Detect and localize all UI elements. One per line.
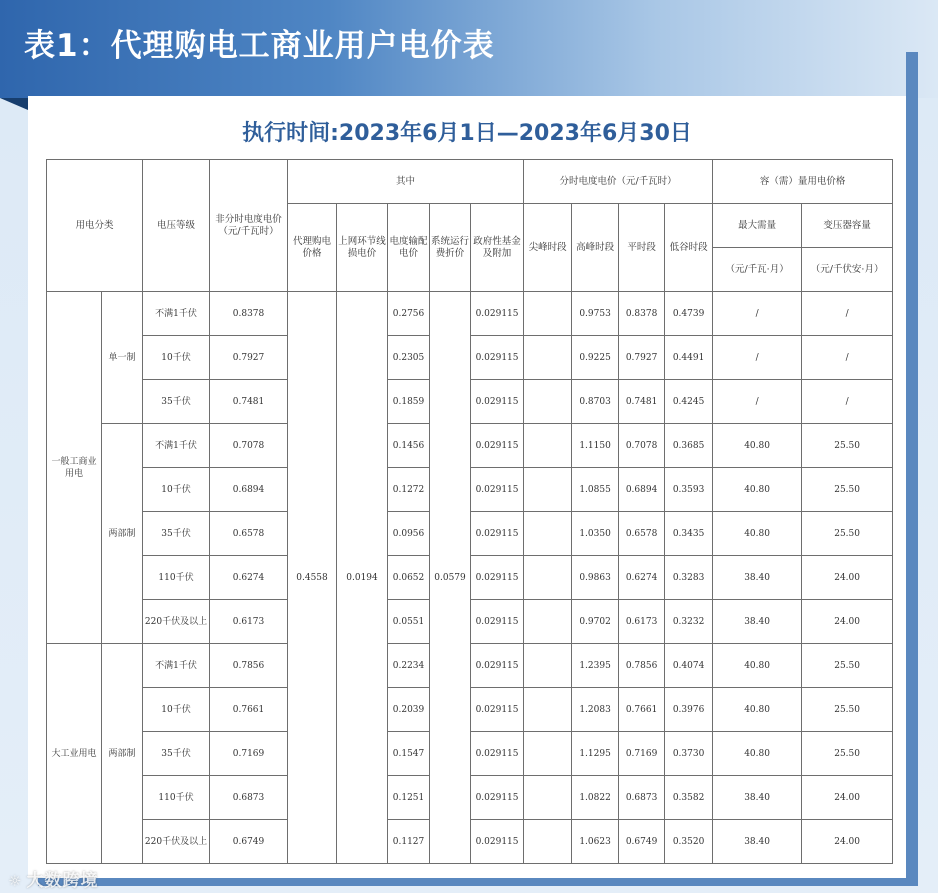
header-valley: 低谷时段 [665,204,713,292]
cell-max-demand: / [713,336,802,380]
cell-sharp [524,512,572,556]
title-banner [0,0,938,98]
banner-title: 表1：代理购电工商业用户电价表 [24,28,495,64]
cell-sharp [524,556,572,600]
cell-system-operation-fee: 0.0579 [430,292,471,864]
cell-fund: 0.029115 [471,732,524,776]
table-row [47,600,893,644]
cell-fund: 0.029115 [471,688,524,732]
cell-sharp [524,292,572,336]
cell-sharp [524,600,572,644]
cell-non-tou: 0.7078 [210,424,288,468]
cell-max-demand: 40.80 [713,424,802,468]
table-row [47,556,893,600]
header-voltage: 电压等级 [143,160,210,292]
cell-sharp [524,732,572,776]
cell-transformer: 24.00 [802,776,893,820]
table-row [47,380,893,424]
header-category: 用电分类 [47,160,143,292]
cell-flat: 0.7927 [619,336,665,380]
cell-peak: 0.9702 [572,600,619,644]
tariff-table [46,159,893,864]
header-transformer-unit: （元/千伏安·月） [802,248,893,292]
cell-fund: 0.029115 [471,644,524,688]
cell-voltage: 10千伏 [143,336,210,380]
cell-valley: 0.4245 [665,380,713,424]
watermark [8,866,98,891]
cell-voltage: 不满1千伏 [143,292,210,336]
cell-non-tou: 0.6749 [210,820,288,864]
cell-sharp [524,820,572,864]
cell-valley: 0.4074 [665,644,713,688]
cell-sharp [524,336,572,380]
header-transformer-capacity: 变压器容量 [802,204,893,248]
cell-flat: 0.7481 [619,380,665,424]
cell-voltage: 110千伏 [143,556,210,600]
header-transmission-price: 电度输配电价 [388,204,430,292]
cell-fund: 0.029115 [471,820,524,864]
cell-flat: 0.6274 [619,556,665,600]
cell-valley: 0.3976 [665,688,713,732]
header-max-demand: 最大需量 [713,204,802,248]
cell-transmission: 0.1251 [388,776,430,820]
cell-non-tou: 0.7661 [210,688,288,732]
cell-valley: 0.3520 [665,820,713,864]
cell-transmission: 0.1272 [388,468,430,512]
cell-transformer: 25.50 [802,644,893,688]
cell-transformer: 24.00 [802,600,893,644]
cell-sharp [524,468,572,512]
table-row [47,820,893,864]
cell-voltage: 35千伏 [143,732,210,776]
cell-max-demand: / [713,292,802,336]
cell-valley: 0.4739 [665,292,713,336]
cell-flat: 0.6749 [619,820,665,864]
cell-transformer: / [802,336,893,380]
cell-transmission: 0.1456 [388,424,430,468]
table-row [47,688,893,732]
panel-bottom-shadow [38,878,918,886]
cell-non-tou: 0.7481 [210,380,288,424]
cell-fund: 0.029115 [471,336,524,380]
cell-transformer: 25.50 [802,424,893,468]
effective-period-subtitle: 执行时间:2023年6月1日—2023年6月30日 [242,121,692,146]
cell-transformer: 25.50 [802,732,893,776]
header-sharp-peak: 尖峰时段 [524,204,572,292]
cell-voltage: 35千伏 [143,380,210,424]
cell-fund: 0.029115 [471,600,524,644]
subcategory-single: 单一制 [102,292,143,424]
cell-valley: 0.3730 [665,732,713,776]
cell-flat: 0.6578 [619,512,665,556]
cell-transmission: 0.1127 [388,820,430,864]
cell-transmission: 0.2305 [388,336,430,380]
table-row [47,424,893,468]
cell-peak: 1.1295 [572,732,619,776]
cell-max-demand: 40.80 [713,644,802,688]
watermark-text: 大数跨境 [26,871,99,891]
panel-right-shadow [906,52,918,882]
table-row [47,776,893,820]
cell-fund: 0.029115 [471,468,524,512]
cell-max-demand: 38.40 [713,600,802,644]
cell-peak: 1.2395 [572,644,619,688]
cell-sharp [524,644,572,688]
cell-max-demand: 40.80 [713,688,802,732]
cell-peak: 1.0855 [572,468,619,512]
header-tou-group: 分时电度电价（元/千瓦时） [524,160,713,204]
header-components-group: 其中 [288,160,524,204]
cell-non-tou: 0.6894 [210,468,288,512]
cell-valley: 0.3283 [665,556,713,600]
cell-valley: 0.4491 [665,336,713,380]
cell-transformer: 25.50 [802,512,893,556]
cell-flat: 0.7856 [619,644,665,688]
cell-voltage: 220千伏及以上 [143,820,210,864]
table-row [47,644,893,688]
cell-flat: 0.8378 [619,292,665,336]
cell-voltage: 220千伏及以上 [143,600,210,644]
cell-max-demand: 40.80 [713,468,802,512]
category-general: 一般工商业用电 [47,292,102,644]
cell-voltage: 不满1千伏 [143,644,210,688]
cell-sharp [524,380,572,424]
header-line-loss-price: 上网环节线损电价 [337,204,388,292]
cell-transmission: 0.0652 [388,556,430,600]
cell-transmission: 0.2039 [388,688,430,732]
cell-peak: 1.0350 [572,512,619,556]
cell-max-demand: 40.80 [713,732,802,776]
header-capacity-group: 容（需）量用电价格 [713,160,893,204]
cell-fund: 0.029115 [471,512,524,556]
cell-max-demand: 38.40 [713,820,802,864]
cell-flat: 0.7169 [619,732,665,776]
cell-non-tou: 0.7927 [210,336,288,380]
cell-valley: 0.3232 [665,600,713,644]
cell-voltage: 10千伏 [143,688,210,732]
cell-sharp [524,688,572,732]
cell-fund: 0.029115 [471,424,524,468]
cell-valley: 0.3685 [665,424,713,468]
cell-sharp [524,424,572,468]
header-non-tou-price: 非分时电度电价（元/千瓦时） [210,160,288,292]
cell-valley: 0.3582 [665,776,713,820]
cell-flat: 0.6894 [619,468,665,512]
header-max-demand-unit: （元/千瓦·月） [713,248,802,292]
cell-transmission: 0.2756 [388,292,430,336]
cell-transformer: / [802,380,893,424]
cell-non-tou: 0.6274 [210,556,288,600]
subcategory-two-part: 两部制 [102,424,143,644]
cell-transmission: 0.2234 [388,644,430,688]
cell-max-demand: 40.80 [713,512,802,556]
cell-transformer: 24.00 [802,556,893,600]
cell-purchase-price: 0.4558 [288,292,337,864]
cell-voltage: 不满1千伏 [143,424,210,468]
header-flat: 平时段 [619,204,665,292]
cell-peak: 1.0623 [572,820,619,864]
cell-non-tou: 0.7856 [210,644,288,688]
cell-valley: 0.3435 [665,512,713,556]
cell-sharp [524,776,572,820]
table-row [47,732,893,776]
table-row [47,336,893,380]
cell-non-tou: 0.6173 [210,600,288,644]
cell-voltage: 110千伏 [143,776,210,820]
cell-max-demand: / [713,380,802,424]
sun-logo-icon: ☼ [8,872,23,890]
subcategory-large-two-part: 两部制 [102,644,143,864]
cell-flat: 0.7661 [619,688,665,732]
table-row [47,512,893,556]
cell-valley: 0.3593 [665,468,713,512]
header-purchase-price: 代理购电价格 [288,204,337,292]
cell-transmission: 0.1547 [388,732,430,776]
cell-flat: 0.6873 [619,776,665,820]
header-system-operation-fee: 系统运行费折价 [430,204,471,292]
cell-peak: 0.8703 [572,380,619,424]
cell-fund: 0.029115 [471,776,524,820]
cell-non-tou: 0.7169 [210,732,288,776]
cell-line-loss-price: 0.0194 [337,292,388,864]
cell-peak: 0.9753 [572,292,619,336]
header-government-fund: 政府性基金及附加 [471,204,524,292]
cell-fund: 0.029115 [471,380,524,424]
cell-voltage: 10千伏 [143,468,210,512]
cell-peak: 1.0822 [572,776,619,820]
cell-peak: 1.2083 [572,688,619,732]
cell-fund: 0.029115 [471,292,524,336]
category-large-industrial: 大工业用电 [47,644,102,864]
cell-transformer: 25.50 [802,688,893,732]
cell-flat: 0.6173 [619,600,665,644]
cell-max-demand: 38.40 [713,776,802,820]
cell-transformer: 24.00 [802,820,893,864]
cell-peak: 1.1150 [572,424,619,468]
cell-non-tou: 0.8378 [210,292,288,336]
cell-transmission: 0.0551 [388,600,430,644]
cell-fund: 0.029115 [471,556,524,600]
cell-flat: 0.7078 [619,424,665,468]
cell-max-demand: 38.40 [713,556,802,600]
cell-non-tou: 0.6578 [210,512,288,556]
banner-fold-corner [0,98,28,110]
content-panel [28,96,906,878]
cell-non-tou: 0.6873 [210,776,288,820]
cell-peak: 0.9863 [572,556,619,600]
cell-peak: 0.9225 [572,336,619,380]
cell-transformer: / [802,292,893,336]
table-row [47,468,893,512]
cell-voltage: 35千伏 [143,512,210,556]
table-row [47,292,893,336]
header-peak: 高峰时段 [572,204,619,292]
cell-transmission: 0.0956 [388,512,430,556]
cell-transmission: 0.1859 [388,380,430,424]
cell-transformer: 25.50 [802,468,893,512]
